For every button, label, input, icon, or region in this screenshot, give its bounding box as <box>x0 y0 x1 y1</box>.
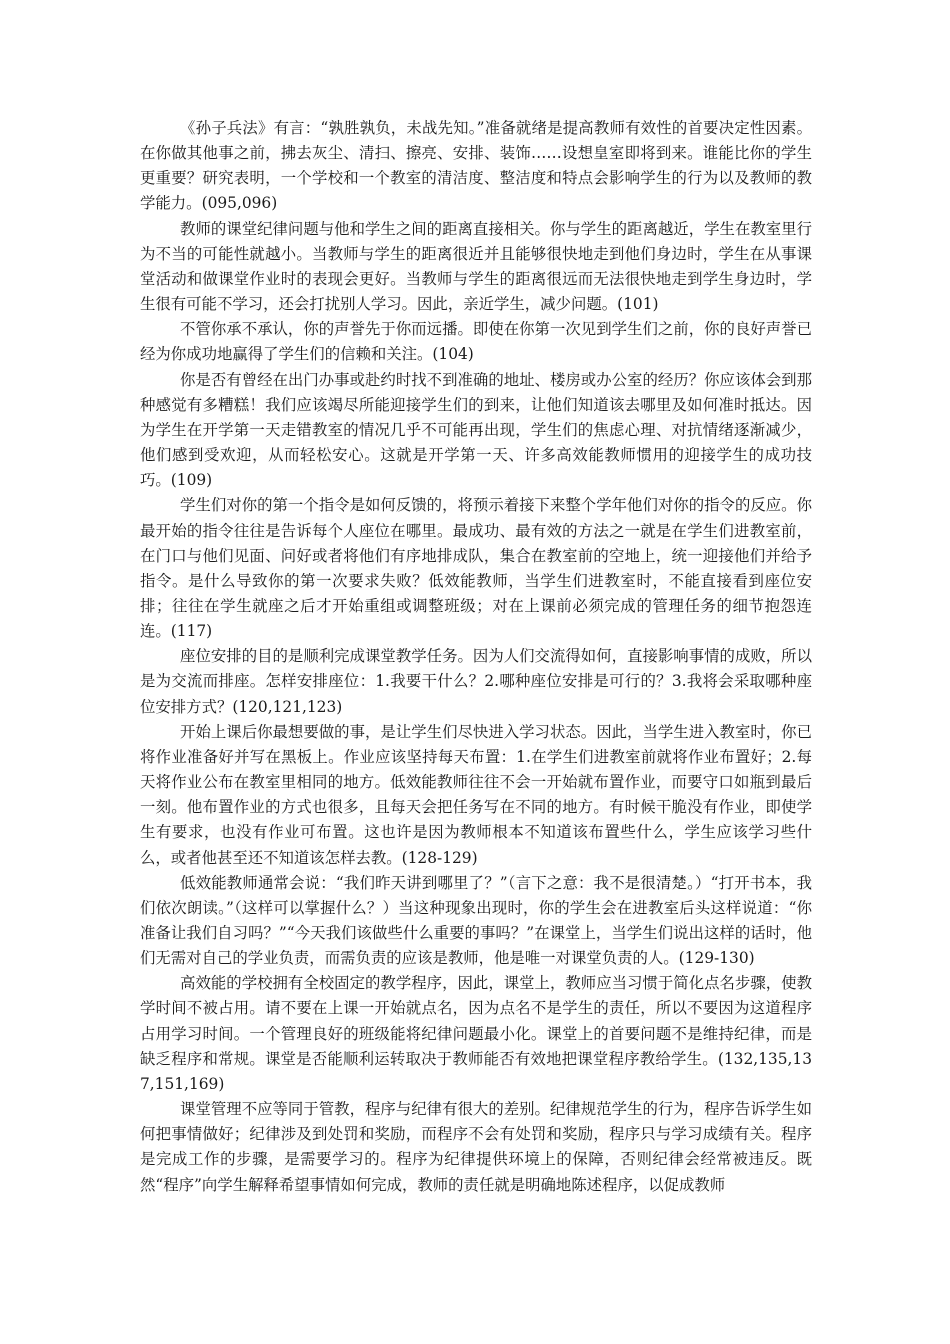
paragraph-procedures: 高效能的学校拥有全校固定的教学程序，因此，课堂上，教师应当习惯于简化点名步骤，使教学时间不被占用。请不要在上课一开始就点名，因为点名不是学生的责任，所以不要因为这道程序占用学习时间。一个管理良好的班级能将纪律问题最小化。课堂上的首要问题不是维持纪律，而是缺乏程序和常规。课堂是否能顺利运转取决于教师能否有效地把课堂程序教给学生。(132,135,137,151,169) <box>140 974 812 1093</box>
paragraph-proximity: 教师的课堂纪律问题与他和学生之间的距离直接相关。你与学生的距离越近，学生在教室里行为不当的可能性就越小。当教师与学生的距离很近并且能够很快地走到他们身边时，学生在从事课堂活动和做课堂作业时的表现会更好。当教师与学生的距离很远而无法很快地走到学生身边时，学生很有可能不学习，还会打扰别人学习。因此，亲近学生，减少问题。(101) <box>140 219 812 314</box>
paragraph-first-instruction: 学生们对你的第一个指令是如何反馈的，将预示着接下来整个学年他们对你的指令的反应。你最开始的指令往往是告诉每个人座位在哪里。最成功、最有效的方法之一就是在学生们进教室前，在门口与他们见面、问好或者将他们有序地排成队，集合在教室前的空地上，统一迎接他们并给予指令。是什么导致你的第一次要求失败？低效能教师，当学生们进教室时，不能直接看到座位安排；往往在学生就座之后才开始重组或调整班级；对在上课前必须完成的管理任务的细节抱怨连连。(117) <box>140 496 812 641</box>
paragraph-welcoming-students: 你是否有曾经在出门办事或赴约时找不到准确的地址、楼房或办公室的经历？你应该体会到那种感觉有多糟糕！我们应该竭尽所能迎接学生们的到来，让他们知道该去哪里及如何准时抵达。因为学生在开学第一天走错教室的情况几乎不可能再出现，学生们的焦虑心理、对抗情绪逐渐减少，他们感到受欢迎，从而轻松安心。这就是开学第一天、许多高效能教师惯用的迎接学生的成功技巧。(109) <box>140 370 812 490</box>
paragraph-reputation: 不管你承不承认，你的声誉先于你而远播。即使在你第一次见到学生们之前，你的良好声誉已经为你成功地赢得了学生们的信赖和关注。(104) <box>140 320 812 364</box>
paragraph-sunzi-preparation: 《孙子兵法》有言：“孰胜孰负，未战先知。”准备就绪是提高教师有效性的首要决定性因素。在你做其他事之前，拂去灰尘、清扫、擦亮、安排、装饰……设想皇室即将到来。谁能比你的学生更重要？研究表明，一个学校和一个教室的清洁度、整洁度和特点会影响学生的行为以及教师的教学能力。(095,096) <box>140 119 812 213</box>
paragraph-management-vs-discipline: 课堂管理不应等同于管教，程序与纪律有很大的差别。纪律规范学生的行为，程序告诉学生如何把事情做好；纪律涉及到处罚和奖励，而程序不会有处罚和奖励，程序只与学习成绩有关。程序是完成工作的步骤，是需要学习的。程序为纪律提供环境上的保障，否则纪律会经常被违反。既然“程序”向学生解释希望事情如何完成，教师的责任就是明确地陈述程序，以促成教师 <box>140 1100 812 1194</box>
document-body <box>140 116 812 1198</box>
paragraph-seating: 座位安排的目的是顺利完成课堂教学任务。因为人们交流得如何，直接影响事情的成败，所以是为交流而排座。怎样安排座位：1.我要干什么？2.哪种座位安排是可行的？3.我将会采取哪种座位安排方式？(120,121,123) <box>140 647 812 716</box>
paragraph-ineffective-teacher: 低效能教师通常会说：“我们昨天讲到哪里了？”（言下之意：我不是很清楚。）“打开书本，我们依次朗读。”（这样可以掌握什么？）当这种现象出现时，你的学生会在进教室后头这样说道：“你准备让我们自习吗？”“今天我们该做些什么重要的事吗？”在课堂上，当学生们说出这样的话时，他们无需对自己的学业负责，而需负责的应该是教师，他是唯一对课堂负责的人。(129-130) <box>140 873 812 968</box>
paragraph-assignments: 开始上课后你最想要做的事，是让学生们尽快进入学习状态。因此，当学生进入教室时，你已将作业准备好并写在黑板上。作业应该坚持每天布置：1.在学生们进教室前就将作业布置好；2.每天将作业公布在教室里相同的地方。低效能教师往往不会一开始就布置作业，而要守口如瓶到最后一刻。他布置作业的方式也很多，且每天会把任务写在不同的地方。有时候干脆没有作业，即使学生有要求，也没有作业可布置。这也许是因为教师根本不知道该布置些什么，学生应该学习些什么，或者他甚至还不知道该怎样去教。(128-129) <box>140 722 812 867</box>
